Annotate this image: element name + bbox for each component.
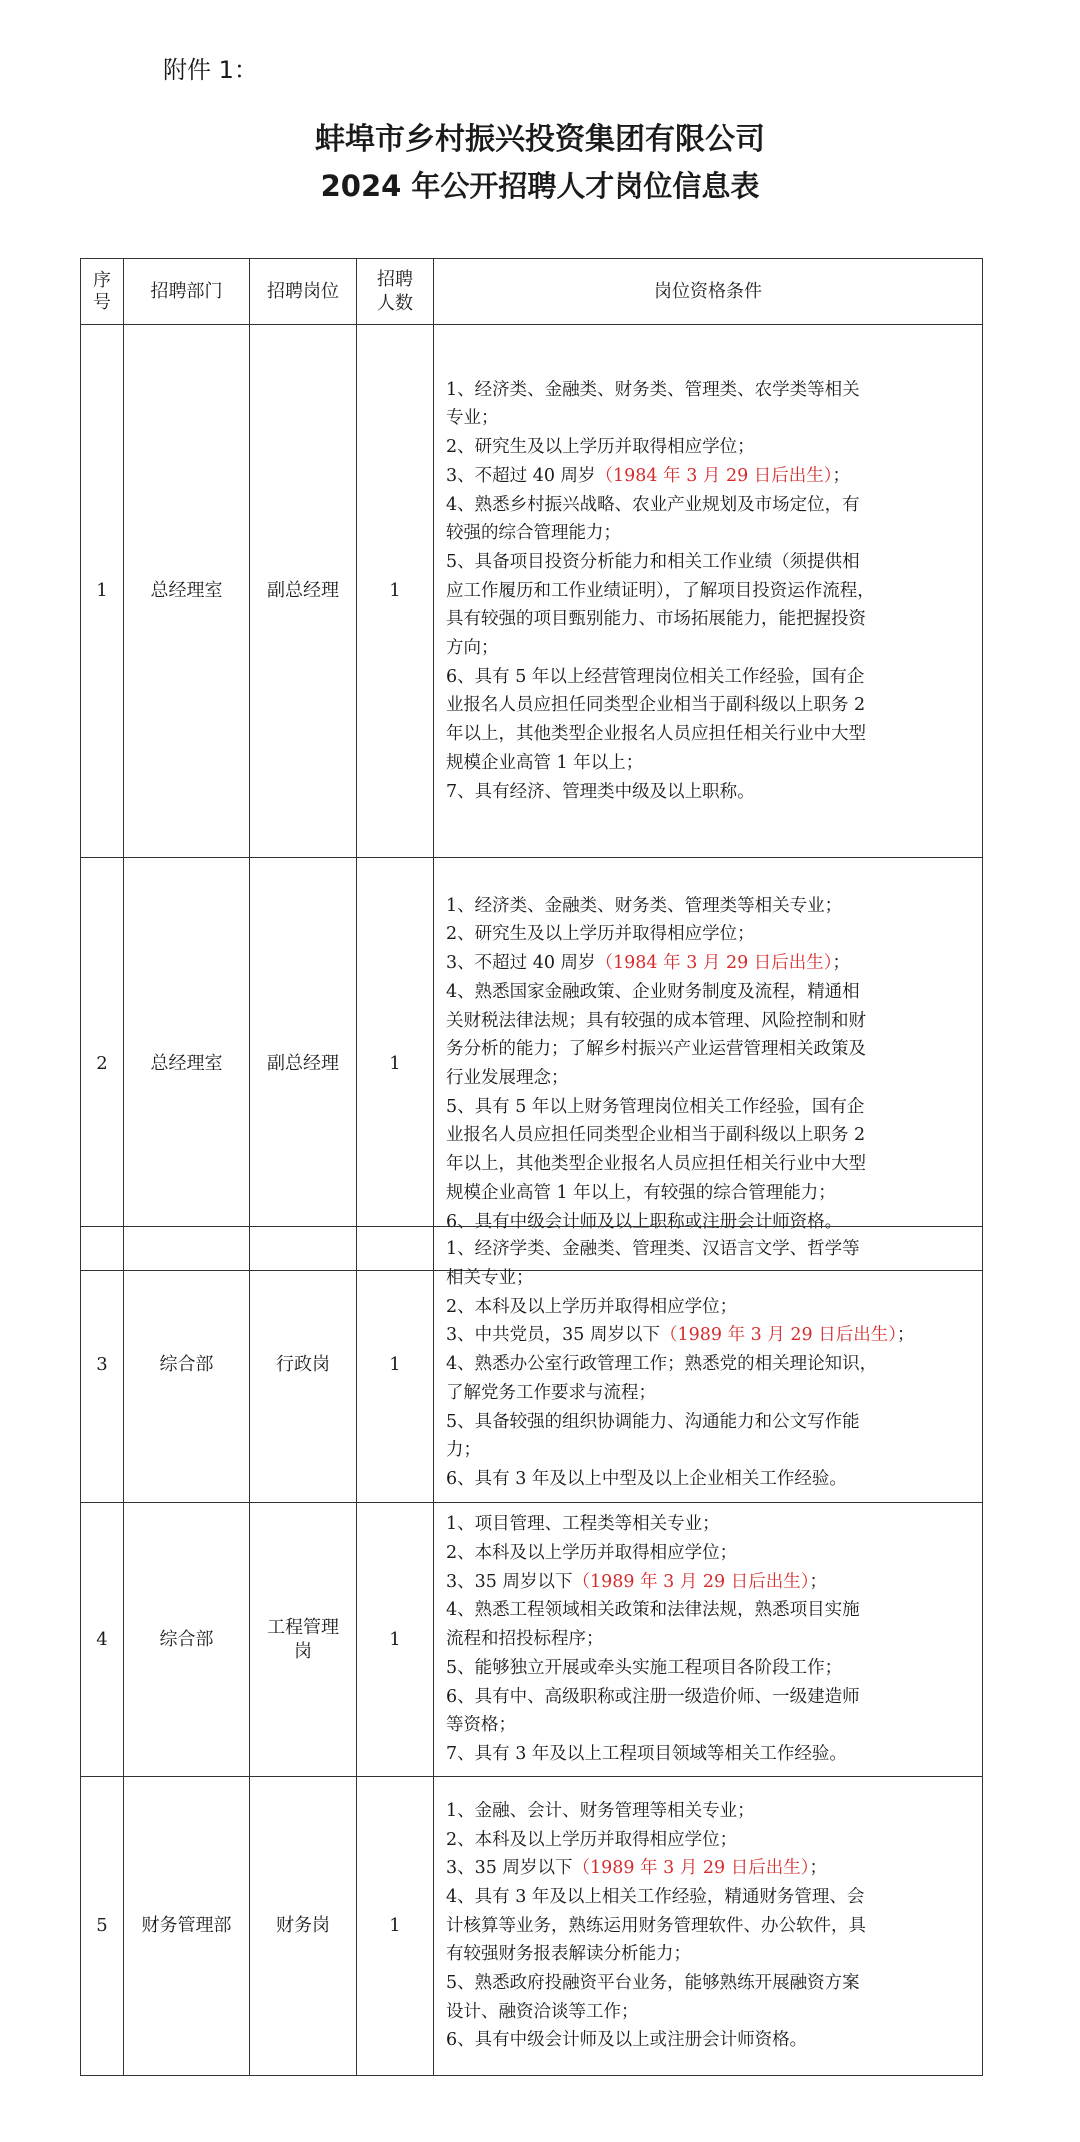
- requirement-line: 2、本科及以上学历并取得相应学位；: [446, 1543, 738, 1564]
- table-row: [81, 1227, 983, 1503]
- row-requirements: [434, 1777, 983, 2076]
- requirement-line: 5、具备较强的组织协调能力、沟通能力和公文写作能: [446, 1411, 860, 1432]
- requirement-line: 较强的综合管理能力；: [446, 523, 621, 544]
- requirement-segment: 3、中共党员，35 周岁以下: [446, 1325, 660, 1346]
- requirement-segment: ；: [896, 1325, 915, 1346]
- requirement-line: 关财税法律法规；具有较强的成本管理、风险控制和财: [446, 1010, 866, 1031]
- requirement-line: 业报名人员应担任同类型企业相当于副科级以上职务 2: [446, 1125, 866, 1146]
- requirement-line: 规模企业高管 1 年以上，有较强的综合管理能力；: [446, 1182, 836, 1203]
- row-dept: 综合部: [124, 1503, 250, 1777]
- header-count: 招聘人数: [357, 259, 434, 325]
- requirement-line: 6、具有中、高级职称或注册一级造价师、一级建造师: [446, 1686, 860, 1707]
- table-row: [81, 1503, 983, 1777]
- requirement-line: 了解党务工作要求与流程；: [446, 1382, 656, 1403]
- row-requirements: [434, 858, 983, 1271]
- header-dept: 招聘部门: [124, 259, 250, 325]
- attachment-label: 附件 1：: [163, 56, 258, 84]
- row-seq: 3: [81, 1227, 124, 1503]
- birthdate-highlight: （1984 年 3 月 29 日后出生）: [595, 465, 833, 486]
- row-count: 1: [357, 325, 434, 858]
- requirement-segment: ；: [832, 465, 851, 486]
- requirement-line: 专业；: [446, 408, 499, 429]
- requirement-line: 年以上，其他类型企业报名人员应担任相关行业中大型: [446, 724, 866, 745]
- requirement-line: 业报名人员应担任同类型企业相当于副科级以上职务 2: [446, 695, 866, 716]
- requirement-line: 1、经济类、金融类、财务类、管理类等相关专业；: [446, 895, 843, 916]
- row-post: 行政岗: [250, 1227, 357, 1503]
- requirement-line: 5、具有 5 年以上财务管理岗位相关工作经验，国有企: [446, 1096, 865, 1117]
- requirement-line: 2、研究生及以上学历并取得相应学位；: [446, 924, 755, 945]
- requirement-line: 4、具有 3 年及以上相关工作经验，精通财务管理、会: [446, 1886, 865, 1907]
- row-requirements: [434, 1503, 983, 1777]
- row-dept: 综合部: [124, 1227, 250, 1503]
- requirement-line: 1、项目管理、工程类等相关专业；: [446, 1514, 720, 1535]
- requirement-line: [446, 462, 974, 491]
- row-dept: 总经理室: [124, 858, 250, 1271]
- requirement-line: 5、熟悉政府投融资平台业务，能够熟练开展融资方案: [446, 1973, 860, 1994]
- requirement-line: 计核算等业务，熟练运用财务管理软件、办公软件，具: [446, 1915, 866, 1936]
- requirement-line: 设计、融资洽谈等工作；: [446, 2001, 639, 2022]
- header-requirements: 岗位资格条件: [434, 259, 983, 325]
- requirement-segment: 3、不超过 40 周岁: [446, 953, 596, 974]
- row-post: 副总经理: [250, 858, 357, 1271]
- requirement-line: 1、经济学类、金融类、管理类、汉语言文学、哲学等: [446, 1239, 860, 1260]
- requirement-line: 规模企业高管 1 年以上；: [446, 752, 644, 773]
- requirement-line: 2、研究生及以上学历并取得相应学位；: [446, 437, 755, 458]
- requirement-line: 流程和招投标程序；: [446, 1629, 604, 1650]
- document-subtitle: 2024 年公开招聘人才岗位信息表: [320, 169, 760, 203]
- requirement-segment: 3、不超过 40 周岁: [446, 465, 596, 486]
- table-row: [81, 1777, 983, 2076]
- header-post: 招聘岗位: [250, 259, 357, 325]
- requirement-segment: ；: [832, 953, 851, 974]
- requirement-line: 相关专业；: [446, 1268, 534, 1289]
- row-dept: 财务管理部: [124, 1777, 250, 2076]
- row-seq: 2: [81, 858, 124, 1271]
- row-count: 1: [357, 1227, 434, 1503]
- requirement-line: 1、经济类、金融类、财务类、管理类、农学类等相关: [446, 379, 860, 400]
- requirement-line: 4、熟悉办公室行政管理工作；熟悉党的相关理论知识，: [446, 1354, 878, 1375]
- requirement-line: 4、熟悉工程领域相关政策和法律法规，熟悉项目实施: [446, 1600, 860, 1621]
- requirement-line: 5、能够独立开展或牵头实施工程项目各阶段工作；: [446, 1657, 843, 1678]
- recruitment-table-part2: [80, 1226, 983, 2076]
- row-seq: 1: [81, 325, 124, 858]
- requirement-line: 4、熟悉乡村振兴战略、农业产业规划及市场定位，有: [446, 494, 860, 515]
- requirement-line: 2、本科及以上学历并取得相应学位；: [446, 1829, 738, 1850]
- requirement-line: 年以上，其他类型企业报名人员应担任相关行业中大型: [446, 1154, 866, 1175]
- birthdate-highlight: （1989 年 3 月 29 日后出生）: [659, 1325, 897, 1346]
- row-dept: 总经理室: [124, 325, 250, 858]
- requirement-line: [446, 1568, 974, 1597]
- requirement-line: 有较强财务报表解读分析能力；: [446, 1944, 691, 1965]
- row-count: 1: [357, 1777, 434, 2076]
- document-title: 蚌埠市乡村振兴投资集团有限公司: [315, 122, 765, 157]
- requirement-line: 7、具有 3 年及以上工程项目领域等相关工作经验。: [446, 1743, 847, 1764]
- row-count: 1: [357, 1503, 434, 1777]
- table-row: [81, 325, 983, 858]
- requirement-segment: 3、35 周岁以下: [446, 1571, 573, 1592]
- recruitment-table-part1: [80, 258, 983, 1271]
- requirement-line: 6、具有 5 年以上经营管理岗位相关工作经验，国有企: [446, 666, 865, 687]
- requirement-line: 2、本科及以上学历并取得相应学位；: [446, 1296, 738, 1317]
- requirement-line: 6、具有中级会计师及以上职称或注册会计师资格。: [446, 1211, 843, 1232]
- requirement-line: [446, 1321, 974, 1350]
- requirement-segment: ；: [809, 1571, 827, 1592]
- requirement-line: 务分析的能力；了解乡村振兴产业运营管理相关政策及: [446, 1039, 866, 1060]
- requirement-line: 7、具有经济、管理类中级及以上职称。: [446, 781, 755, 802]
- row-post: 副总经理: [250, 325, 357, 858]
- requirement-line: 6、具有 3 年及以上中型及以上企业相关工作经验。: [446, 1468, 847, 1489]
- requirement-line: [446, 1854, 974, 1883]
- row-requirements: [434, 1227, 983, 1503]
- header-seq: 序号: [81, 259, 124, 325]
- row-post: 财务岗: [250, 1777, 357, 2076]
- row-seq: 4: [81, 1503, 124, 1777]
- requirement-line: 应工作履历和工作业绩证明），了解项目投资运作流程，: [446, 580, 875, 601]
- requirement-line: 力；: [446, 1440, 481, 1461]
- requirement-segment: ；: [809, 1858, 827, 1879]
- requirement-line: 具有较强的项目甄别能力、市场拓展能力，能把握投资: [446, 609, 866, 630]
- requirement-line: 等资格；: [446, 1715, 516, 1736]
- birthdate-highlight: （1989 年 3 月 29 日后出生）: [572, 1858, 810, 1879]
- requirement-line: 6、具有中级会计师及以上或注册会计师资格。: [446, 2030, 808, 2051]
- requirement-segment: 3、35 周岁以下: [446, 1858, 573, 1879]
- requirement-line: 5、具备项目投资分析能力和相关工作业绩（须提供相: [446, 551, 860, 572]
- row-count: 1: [357, 858, 434, 1271]
- birthdate-highlight: （1989 年 3 月 29 日后出生）: [572, 1571, 810, 1592]
- row-post: 工程管理岗: [250, 1503, 357, 1777]
- birthdate-highlight: （1984 年 3 月 29 日后出生）: [595, 953, 833, 974]
- requirement-line: 行业发展理念；: [446, 1068, 569, 1088]
- row-requirements: [434, 325, 983, 858]
- table-row: [81, 858, 983, 1271]
- requirement-line: 4、熟悉国家金融政策、企业财务制度及流程，精通相: [446, 981, 860, 1002]
- row-seq: 5: [81, 1777, 124, 2076]
- requirement-line: 1、金融、会计、财务管理等相关专业；: [446, 1800, 755, 1821]
- requirement-line: 方向；: [446, 638, 499, 659]
- table-header-row: [81, 259, 983, 325]
- requirement-line: [446, 949, 974, 978]
